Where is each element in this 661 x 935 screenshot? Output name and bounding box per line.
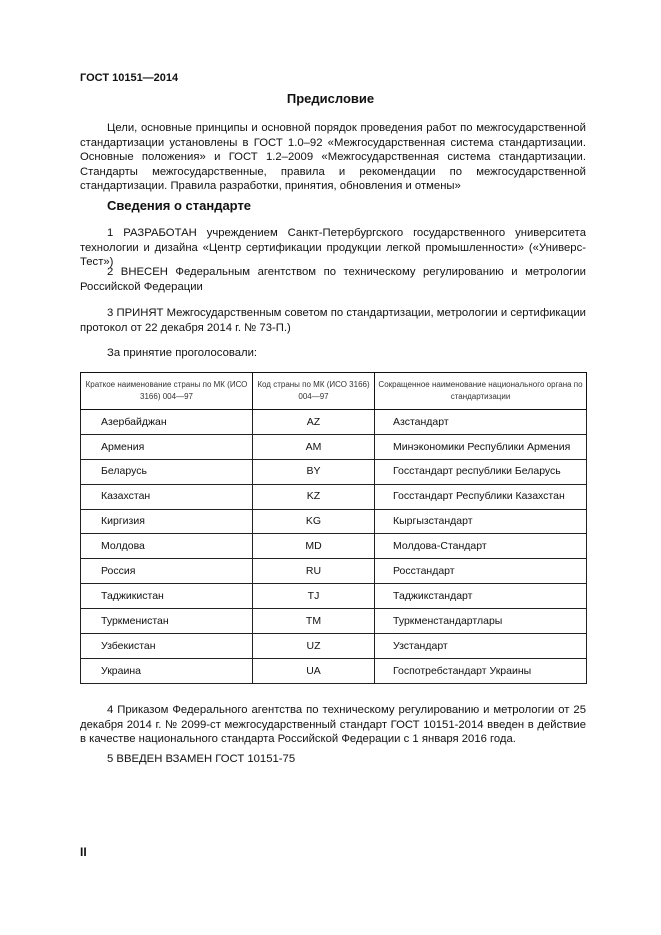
cell-code: BY — [253, 459, 375, 484]
cell-body: Молдова-Стандарт — [375, 534, 587, 559]
item-4: 4 Приказом Федерального агентства по техническому регулированию и метрологии от 25 декабря 2014 г. № 2099-ст межгосударственный стандарт ГОСТ 10151-2014 введен в действие в качестве национального стандарта Российской Федерации с 1 января 2016 года. — [80, 704, 586, 746]
subsection-title: Сведения о стандарте — [107, 198, 252, 213]
header-code: Код страны по МК (ИСО 3166) 004—97 — [253, 373, 375, 410]
cell-body: Таджикстандарт — [375, 584, 587, 609]
item-3: 3 ПРИНЯТ Межгосударственным советом по стандартизации, метрологии и сертификации протокол от 22 декабря 2014 г. № 73-П.) — [80, 307, 586, 334]
cell-code: UZ — [253, 634, 375, 659]
table-row — [81, 559, 587, 584]
header-body: Сокращенное наименование национального органа по стандартизации — [375, 373, 587, 410]
cell-country: Узбекистан — [81, 634, 253, 659]
cell-code: MD — [253, 534, 375, 559]
table-row — [81, 484, 587, 509]
cell-country: Таджикистан — [81, 584, 253, 609]
cell-country: Россия — [81, 559, 253, 584]
cell-code: UA — [253, 658, 375, 683]
cell-country: Молдова — [81, 534, 253, 559]
table-row — [81, 658, 587, 683]
item-2: 2 ВНЕСЕН Федеральным агентством по техническому регулированию и метрологии Российской Федерации — [80, 266, 586, 293]
table-row — [81, 534, 587, 559]
document-header: ГОСТ 10151—2014 — [80, 72, 179, 84]
header-country: Краткое наименование страны по МК (ИСО 3166) 004—97 — [81, 373, 253, 410]
cell-code: RU — [253, 559, 375, 584]
cell-body: Минэкономики Республики Армения — [375, 434, 587, 459]
table-row — [81, 434, 587, 459]
cell-body: Азстандарт — [375, 410, 587, 435]
cell-code: KG — [253, 509, 375, 534]
cell-code: TJ — [253, 584, 375, 609]
item-5: 5 ВВЕДЕН ВЗАМЕН ГОСТ 10151-75 — [107, 753, 296, 765]
cell-body: Госпотребстандарт Украины — [375, 658, 587, 683]
cell-body: Госстандарт Республики Казахстан — [375, 484, 587, 509]
table-row — [81, 584, 587, 609]
cell-body: Узстандарт — [375, 634, 587, 659]
cell-country: Украина — [81, 658, 253, 683]
section-title: Предисловие — [286, 91, 375, 106]
table-row — [81, 634, 587, 659]
cell-body: Кыргызстандарт — [375, 509, 587, 534]
table-row — [81, 509, 587, 534]
cell-country: Беларусь — [81, 459, 253, 484]
cell-country: Казахстан — [81, 484, 253, 509]
intro-paragraph: Цели, основные принципы и основной порядок проведения работ по межгосударственной стандартизации установлены в ГОСТ 1.0–92 «Межгосударственная система стандартизации. Основные положения» и ГОСТ 1.2–2009 «Межгосударственная система стандартизации. Стандарты межгосударственные, правила и рекомендации по межгосударственной стандартизации. Правила разработки, принятия, обновления и отмены» — [80, 122, 586, 193]
cell-code: AZ — [253, 410, 375, 435]
cell-country: Азербайджан — [81, 410, 253, 435]
cell-country: Армения — [81, 434, 253, 459]
voting-table — [80, 372, 587, 684]
cell-body: Туркменстандартлары — [375, 609, 587, 634]
page-number: II — [80, 845, 87, 859]
item-1: 1 РАЗРАБОТАН учреждением Санкт-Петербургского государственного университета технологии и дизайна «Центр сертификации продукции легкой промышленности» («Универс-Тест») — [80, 227, 586, 269]
table-row — [81, 459, 587, 484]
cell-code: AM — [253, 434, 375, 459]
cell-country: Киргизия — [81, 509, 253, 534]
table-row — [81, 609, 587, 634]
cell-code: TM — [253, 609, 375, 634]
cell-country: Туркменистан — [81, 609, 253, 634]
voted-label: За принятие проголосовали: — [107, 347, 258, 359]
cell-body: Росстандарт — [375, 559, 587, 584]
table-header-row — [81, 373, 587, 410]
table-row — [81, 410, 587, 435]
cell-body: Госстандарт республики Беларусь — [375, 459, 587, 484]
cell-code: KZ — [253, 484, 375, 509]
